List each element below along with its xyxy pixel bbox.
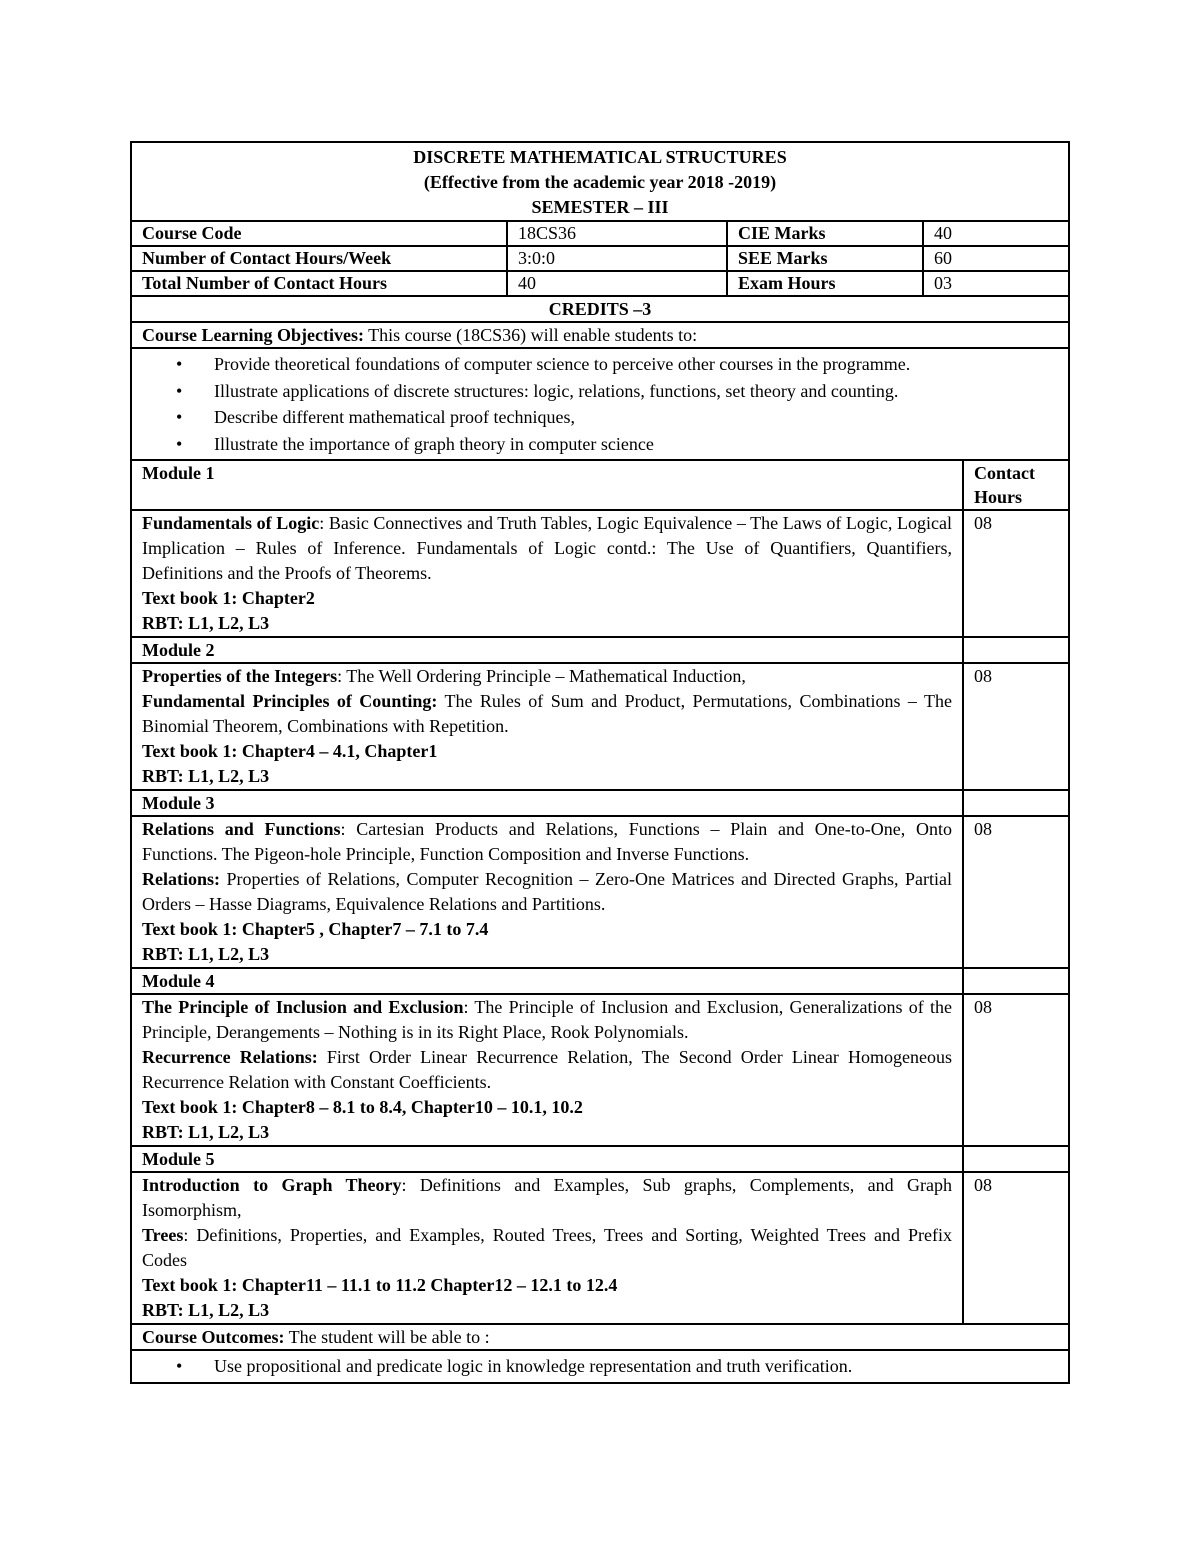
module-3-content: [132, 817, 1068, 969]
cie-marks-label: CIE Marks: [726, 222, 922, 245]
info-row-contact-week: [132, 247, 1068, 272]
module-4-textbook: Text book 1: Chapter8 – 8.1 to 8.4, Chapter10 – 10.1, 10.2: [142, 1097, 583, 1117]
objective-item: • Provide theoretical foundations of computer science to perceive other courses in the programme.: [176, 351, 1068, 378]
module-3-rbt: RBT: L1, L2, L3: [142, 944, 270, 964]
module-1-rbt: RBT: L1, L2, L3: [142, 613, 270, 633]
syllabus-table: [130, 141, 1070, 1384]
module-4-hours: 08: [962, 995, 1068, 1145]
cie-marks-value: 40: [922, 222, 1068, 245]
course-title: DISCRETE MATHEMATICAL STRUCTURES: [413, 147, 787, 167]
module-5-label: Module 5: [142, 1149, 215, 1169]
module-3-hours: 08: [962, 817, 1068, 967]
module-1-hours: 08: [962, 511, 1068, 636]
objectives-list-row: [132, 349, 1068, 461]
module-5-content: [132, 1173, 1068, 1325]
module-3-label: Module 3: [142, 793, 215, 813]
objective-item: • Illustrate the importance of graph theory in computer science: [176, 431, 1068, 458]
contact-hours-header: Contact Hours: [962, 461, 1068, 509]
credits-row: CREDITS –3: [132, 297, 1068, 323]
module-1-text: Fundamentals of Logic: Basic Connectives and Truth Tables, Logic Equivalence – The Laws of Logic, Logical Implication – Rules of Inference. Fundamentals of Logic contd.: The Use of Quantifiers, Quantifiers, Definitions and the Proofs of Theorems. Text book 1: Chapter2 RBT: L1, L2, L3: [132, 511, 962, 636]
module-1-header: [132, 461, 1068, 511]
outcomes-list-row: [132, 1351, 1068, 1384]
module-2-content: [132, 664, 1068, 791]
see-marks-label: SEE Marks: [726, 247, 922, 270]
module-5-textbook: Text book 1: Chapter11 – 11.1 to 11.2 Chapter12 – 12.1 to 12.4: [142, 1275, 618, 1295]
objectives-intro: This course (18CS36) will enable students to:: [363, 325, 698, 345]
objectives-header: [132, 323, 1068, 349]
course-code-label: Course Code: [142, 223, 242, 243]
module-4-text: The Principle of Inclusion and Exclusion: The Principle of Inclusion and Exclusion, Generalizations of the Principle, Derangements – Nothing is in its Right Place, Rook Polynomials. Recurrence Relations: First Order Linear Recurrence Relation, The Second Order Linear Homogeneous Recurrence Relation with Constant Coefficients. Text book 1: Chapter8 – 8.1 to 8.4, Chapter10 – 10.1, 10.2 RBT: L1, L2, L3: [132, 995, 962, 1145]
effective-year: (Effective from the academic year 2018 -2019): [423, 172, 777, 192]
module-2-header: [132, 638, 1068, 664]
outcomes-header: [132, 1325, 1068, 1351]
module-4-rbt: RBT: L1, L2, L3: [142, 1122, 270, 1142]
module-5-hours: 08: [962, 1173, 1068, 1323]
module-3-text: Relations and Functions: Cartesian Products and Relations, Functions – Plain and One-to-One, Onto Functions. The Pigeon-hole Principle, Function Composition and Inverse Functions. Relations: Properties of Relations, Computer Recognition – Zero-One Matrices and Directed Graphs, Partial Orders – Hasse Diagrams, Equivalence Relations and Partitions. Text book 1: Chapter5 , Chapter7 – 7.1 to 7.4 RBT: L1, L2, L3: [132, 817, 962, 967]
module-2-rbt: RBT: L1, L2, L3: [142, 766, 270, 786]
module-4-content: [132, 995, 1068, 1147]
module-5-header: [132, 1147, 1068, 1173]
objectives-list: [132, 349, 1068, 459]
outcomes-list: [132, 1351, 1068, 1382]
title-block: [132, 143, 1068, 222]
outcomes-intro: The student will be able to :: [284, 1327, 490, 1347]
exam-hours-label: Exam Hours: [726, 272, 922, 295]
module-5-text: Introduction to Graph Theory: Definitions and Examples, Sub graphs, Complements, and Graph Isomorphism, Trees: Definitions, Properties, and Examples, Routed Trees, Trees and Sorting, Weighted Trees and Prefix Codes Text book 1: Chapter11 – 11.1 to 11.2 Chapter12 – 12.1 to 12.4 RBT: L1, L2, L3: [132, 1173, 962, 1323]
see-marks-value: 60: [922, 247, 1068, 270]
module-1-content: [132, 511, 1068, 638]
course-code-value: 18CS36: [506, 222, 726, 245]
module-3-textbook: Text book 1: Chapter5 , Chapter7 – 7.1 to 7.4: [142, 919, 489, 939]
contact-week-label: Number of Contact Hours/Week: [142, 248, 392, 268]
module-4-header: [132, 969, 1068, 995]
contact-week-value: 3:0:0: [506, 247, 726, 270]
objectives-label: Course Learning Objectives:: [142, 325, 364, 345]
total-hours-label: Total Number of Contact Hours: [142, 273, 388, 293]
module-5-rbt: RBT: L1, L2, L3: [142, 1300, 270, 1320]
outcomes-label: Course Outcomes:: [142, 1327, 285, 1347]
objective-item: • Describe different mathematical proof techniques,: [176, 404, 1068, 431]
module-2-textbook: Text book 1: Chapter4 – 4.1, Chapter1: [142, 741, 438, 761]
module-4-label: Module 4: [142, 971, 215, 991]
info-row-course-code: [132, 222, 1068, 247]
total-hours-value: 40: [506, 272, 726, 295]
module-2-label: Module 2: [142, 640, 215, 660]
exam-hours-value: 03: [922, 272, 1068, 295]
objective-item: • Illustrate applications of discrete structures: logic, relations, functions, set theory and counting.: [176, 378, 1068, 405]
outcome-item: • Use propositional and predicate logic in knowledge representation and truth verification.: [176, 1353, 1068, 1380]
semester: SEMESTER – III: [531, 197, 669, 217]
module-3-header: [132, 791, 1068, 817]
info-row-total-hours: [132, 272, 1068, 297]
syllabus-box: [130, 141, 1070, 1384]
module-2-hours: 08: [962, 664, 1068, 789]
module-2-text: Properties of the Integers: The Well Ordering Principle – Mathematical Induction, Fundamental Principles of Counting: The Rules of Sum and Product, Permutations, Combinations – The Binomial Theorem, Combinations with Repetition. Text book 1: Chapter4 – 4.1, Chapter1 RBT: L1, L2, L3: [132, 664, 962, 789]
module-1-textbook: Text book 1: Chapter2: [142, 588, 315, 608]
module-1-label: Module 1: [142, 463, 215, 483]
